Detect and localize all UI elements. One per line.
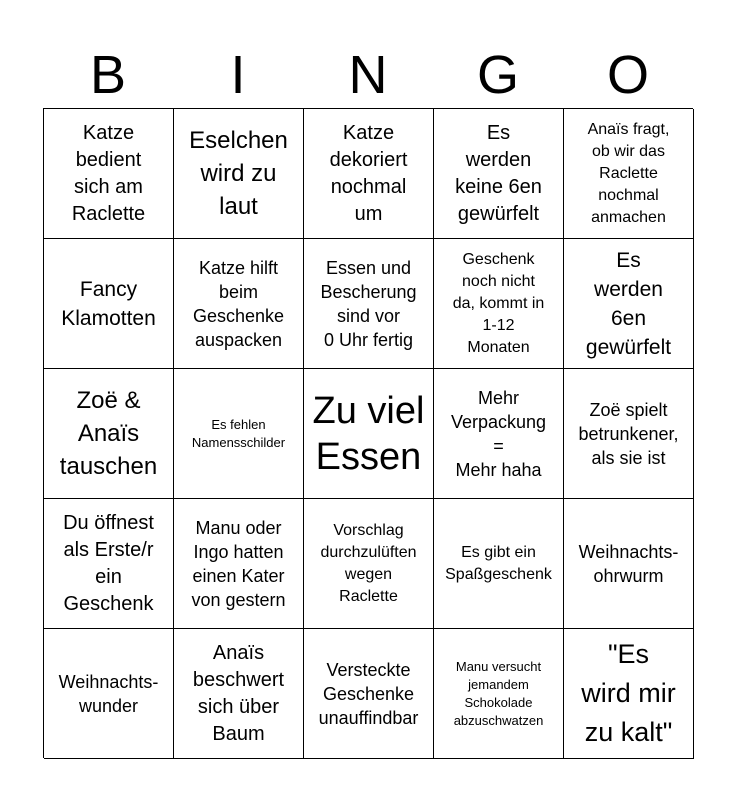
cell-text: Anaïs fragt, ob wir das Raclette nochmal anmachen [587,120,670,226]
header-letter-i: I [230,45,246,105]
cell-text: Manu oder Ingo hatten einen Kater von gestern [191,517,286,610]
bingo-cell-r2-c3[interactable] [434,369,564,499]
bingo-cell-r0-c3[interactable] [434,109,564,239]
bingo-cell-r1-c2[interactable] [304,239,434,369]
cell-text: Manu versucht jemandem Schokolade abzuschwatzen [453,658,544,728]
cell-text: Es gibt ein Spaßgeschenk [445,543,552,583]
cell-text: Mehr Verpackung = Mehr haha [450,387,547,480]
cell-text: Zoë spielt betrunkener, als sie ist [578,399,679,468]
bingo-cell-r4-c0[interactable] [44,629,174,759]
bingo-cell-r4-c1[interactable] [174,629,304,759]
cell-text: Katze dekoriert nochmal um [329,121,408,225]
bingo-cell-r0-c2[interactable] [304,109,434,239]
bingo-cell-r3-c3[interactable] [434,499,564,629]
cell-text: Geschenk noch nicht da, kommt in 1-12 Monaten [452,250,545,356]
cell-text: Fancy Klamotten [61,277,156,330]
cell-text: Weihnachts- wunder [58,671,159,716]
cell-text: "Es wird mir zu kalt" [581,639,676,747]
bingo-cell-r4-c4[interactable] [564,629,694,759]
cell-text: Essen und Bescherung sind vor 0 Uhr fertig [320,257,417,350]
bingo-cell-r1-c1[interactable] [174,239,304,369]
cell-text: Versteckte Geschenke unauffindbar [318,659,419,728]
cell-text: Es werden 6en gewürfelt [585,248,672,359]
bingo-cell-r0-c4[interactable] [564,109,694,239]
bingo-cell-r2-c0[interactable] [44,369,174,499]
bingo-cell-r3-c1[interactable] [174,499,304,629]
cell-text: Es fehlen Namensschilder [191,416,286,450]
bingo-cell-r0-c1[interactable] [174,109,304,239]
bingo-grid [43,108,693,758]
cell-text: Zoë & Anaïs tauschen [59,387,158,480]
header-letter-n: N [348,45,388,105]
cell-text: Eselchen wird zu laut [189,127,288,220]
bingo-cell-r4-c2[interactable] [304,629,434,759]
bingo-cell-r1-c4[interactable] [564,239,694,369]
bingo-cell-r2-c1[interactable] [174,369,304,499]
cell-text: Vorschlag durchzulüften wegen Raclette [320,521,417,605]
bingo-cell-r3-c0[interactable] [44,499,174,629]
cell-text: Anaïs beschwert sich über Baum [192,641,285,745]
bingo-cell-r2-c4[interactable] [564,369,694,499]
bingo-cell-r4-c3[interactable] [434,629,564,759]
header-letter-b: B [89,45,127,105]
bingo-cell-r3-c4[interactable] [564,499,694,629]
bingo-cell-r3-c2[interactable] [304,499,434,629]
bingo-cell-r1-c3[interactable] [434,239,564,369]
cell-text: Zu viel Essen [312,389,425,478]
bingo-cell-r0-c0[interactable] [44,109,174,239]
cell-text: Du öffnest als Erste/r ein Geschenk [63,511,154,615]
bingo-header [43,42,693,108]
header-letter-o: O [606,45,649,105]
cell-text: Es werden keine 6en gewürfelt [455,121,542,225]
bingo-cell-r2-c2[interactable] [304,369,434,499]
cell-text: Katze hilft beim Geschenke auspacken [192,257,285,350]
cell-text: Katze bedient sich am Raclette [71,121,146,225]
cell-text: Weihnachts- ohrwurm [578,541,679,586]
header-letter-g: G [476,45,519,105]
bingo-cell-r1-c0[interactable] [44,239,174,369]
